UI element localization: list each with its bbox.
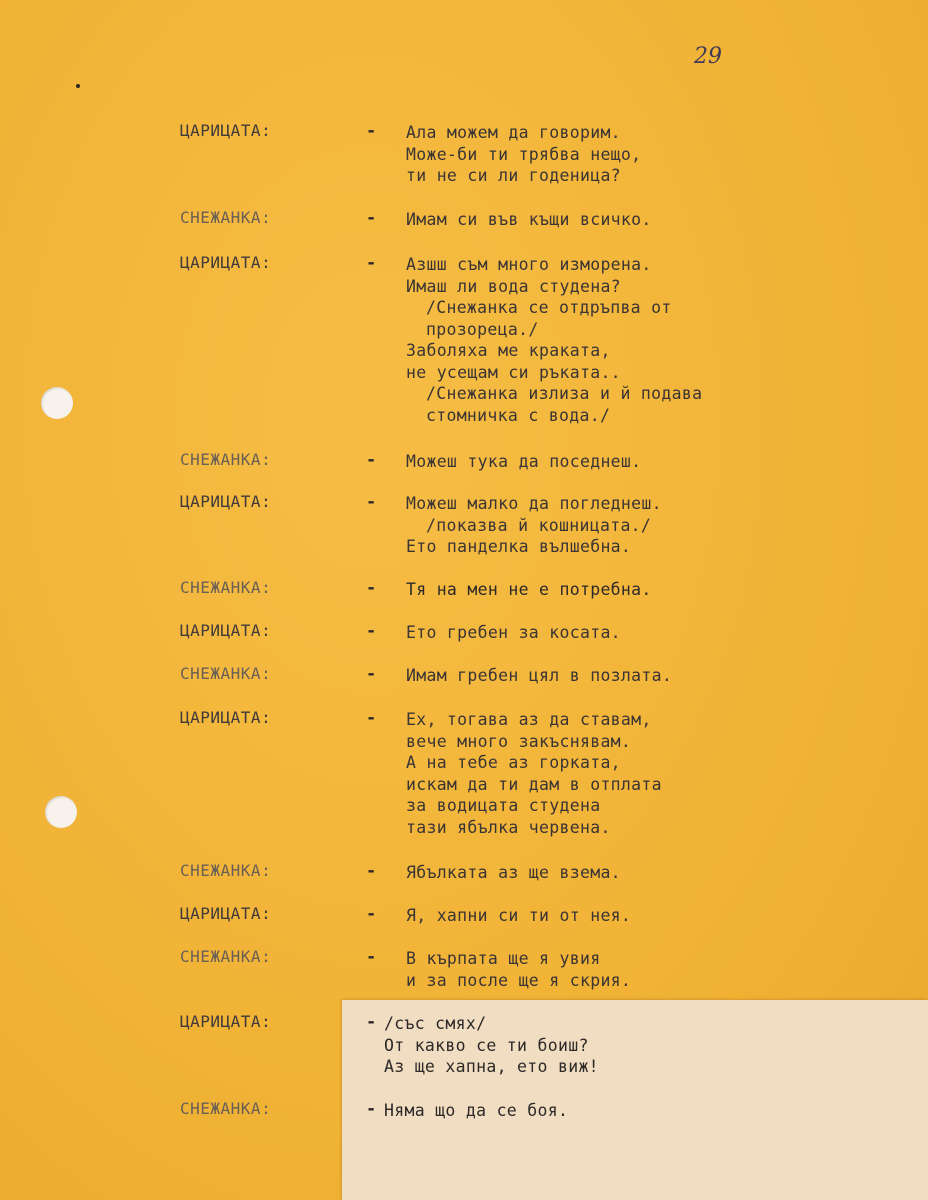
dialogue-line: Заболяха ме краката,: [406, 341, 611, 360]
dialogue-text: [406, 905, 631, 927]
dialogue-line: Аз ще хапна, ето виж!: [384, 1057, 599, 1076]
speaker-label: СНЕЖАНКА:: [180, 578, 272, 597]
dialogue-line: искам да ти дам в отплата: [406, 774, 662, 794]
dialogue-line: Азшш съм много изморена.: [406, 255, 652, 274]
dialogue-line: Имам си във къщи всичко.: [406, 210, 652, 229]
dialogue-line: Ех, тогава аз да ставам,: [406, 710, 652, 729]
dialogue-line: за водицата студена: [406, 796, 601, 815]
speaker-label: ЦАРИЦАТА:: [180, 492, 272, 511]
dialogue-text: [406, 493, 662, 558]
dialogue-dash: -: [366, 861, 377, 881]
speaker-label: ЦАРИЦАТА:: [180, 253, 272, 272]
dialogue-text: [406, 665, 672, 687]
dialogue-dash: -: [366, 253, 377, 273]
stage-direction: /показва й кошницата./: [426, 515, 652, 535]
dialogue-line: Имаш ли вода студена?: [406, 276, 621, 296]
dialogue-line: тази ябълка червена.: [406, 817, 611, 837]
dialogue-line: Я, хапни си ти от нея.: [406, 906, 632, 925]
dialogue-dash: -: [366, 947, 377, 967]
speaker-label: ЦАРИЦАТА:: [180, 621, 272, 640]
speaker-label: СНЕЖАНКА:: [180, 450, 272, 469]
dialogue-text: [406, 579, 652, 601]
dialogue-text: [406, 709, 662, 838]
dialogue-line: и за после ще я скрия.: [406, 970, 632, 990]
dialogue-dash: -: [366, 208, 377, 228]
speaker-label: СНЕЖАНКА:: [180, 208, 272, 227]
dialogue-text: [406, 451, 641, 473]
stage-direction: /със смях/: [384, 1014, 487, 1033]
dialogue-line: не усещам си ръката..: [406, 362, 621, 382]
dialogue-line: Ала можем да говорим.: [406, 123, 621, 142]
dialogue-text: [384, 1100, 568, 1122]
speaker-label: ЦАРИЦАТА:: [180, 904, 272, 923]
dialogue-dash: -: [366, 708, 377, 728]
dialogue-dash: -: [366, 450, 377, 470]
ink-dot: [76, 84, 80, 88]
dialogue-dash: -: [366, 121, 377, 141]
dialogue-line: Няма що да се боя.: [384, 1101, 569, 1120]
dialogue-line: вече много закъснявам.: [406, 731, 632, 751]
dialogue-dash: -: [366, 1012, 377, 1032]
dialogue-line: Ето панделка вълшебна.: [406, 537, 632, 556]
dialogue-line: Можеш малко да погледнеш.: [406, 494, 662, 513]
page-number: 29: [694, 44, 722, 69]
dialogue-dash: -: [366, 904, 377, 924]
dialogue-text: [406, 254, 702, 426]
stage-direction: стомничка с вода./: [426, 405, 611, 425]
dialogue-dash: -: [366, 492, 377, 512]
dialogue-line: Тя на мен не е потребна.: [406, 580, 652, 599]
dialogue-line: Може-би ти трябва нещо,: [406, 144, 642, 164]
dialogue-line: От какво се ти боиш?: [384, 1035, 589, 1055]
dialogue-line: А на тебе аз горката,: [406, 753, 621, 772]
dialogue-text: [406, 209, 652, 231]
dialogue-text: [384, 1013, 599, 1078]
punch-hole-bottom: [45, 796, 77, 828]
dialogue-dash: -: [366, 578, 377, 598]
dialogue-line: Можеш тука да поседнеш.: [406, 452, 642, 471]
dialogue-line: ти не си ли годеница?: [406, 166, 621, 185]
dialogue-line: Ябълката аз ще взема.: [406, 863, 621, 882]
speaker-label: ЦАРИЦАТА:: [180, 1012, 272, 1031]
dialogue-line: В кърпата ще я увия: [406, 949, 601, 968]
dialogue-dash: -: [366, 664, 377, 684]
dialogue-line: Ето гребен за косата.: [406, 623, 621, 642]
punch-hole-top: [41, 387, 73, 419]
stage-direction: /Снежанка излиза и й подава: [426, 384, 703, 403]
dialogue-dash: -: [366, 1099, 377, 1119]
dialogue-text: [406, 622, 621, 644]
dialogue-dash: -: [366, 621, 377, 641]
speaker-label: ЦАРИЦАТА:: [180, 121, 272, 140]
speaker-label: ЦАРИЦАТА:: [180, 708, 272, 727]
dialogue-text: [406, 122, 641, 187]
stage-direction: прозореца./: [426, 319, 539, 339]
speaker-label: СНЕЖАНКА:: [180, 861, 272, 880]
dialogue-line: Имам гребен цял в позлата.: [406, 666, 673, 685]
speaker-label: СНЕЖАНКА:: [180, 664, 272, 683]
dialogue-text: [406, 948, 631, 991]
speaker-label: СНЕЖАНКА:: [180, 947, 272, 966]
dialogue-text: [406, 862, 621, 884]
stage-direction: /Снежанка се отдръпва от: [426, 298, 672, 317]
speaker-label: СНЕЖАНКА:: [180, 1099, 272, 1118]
